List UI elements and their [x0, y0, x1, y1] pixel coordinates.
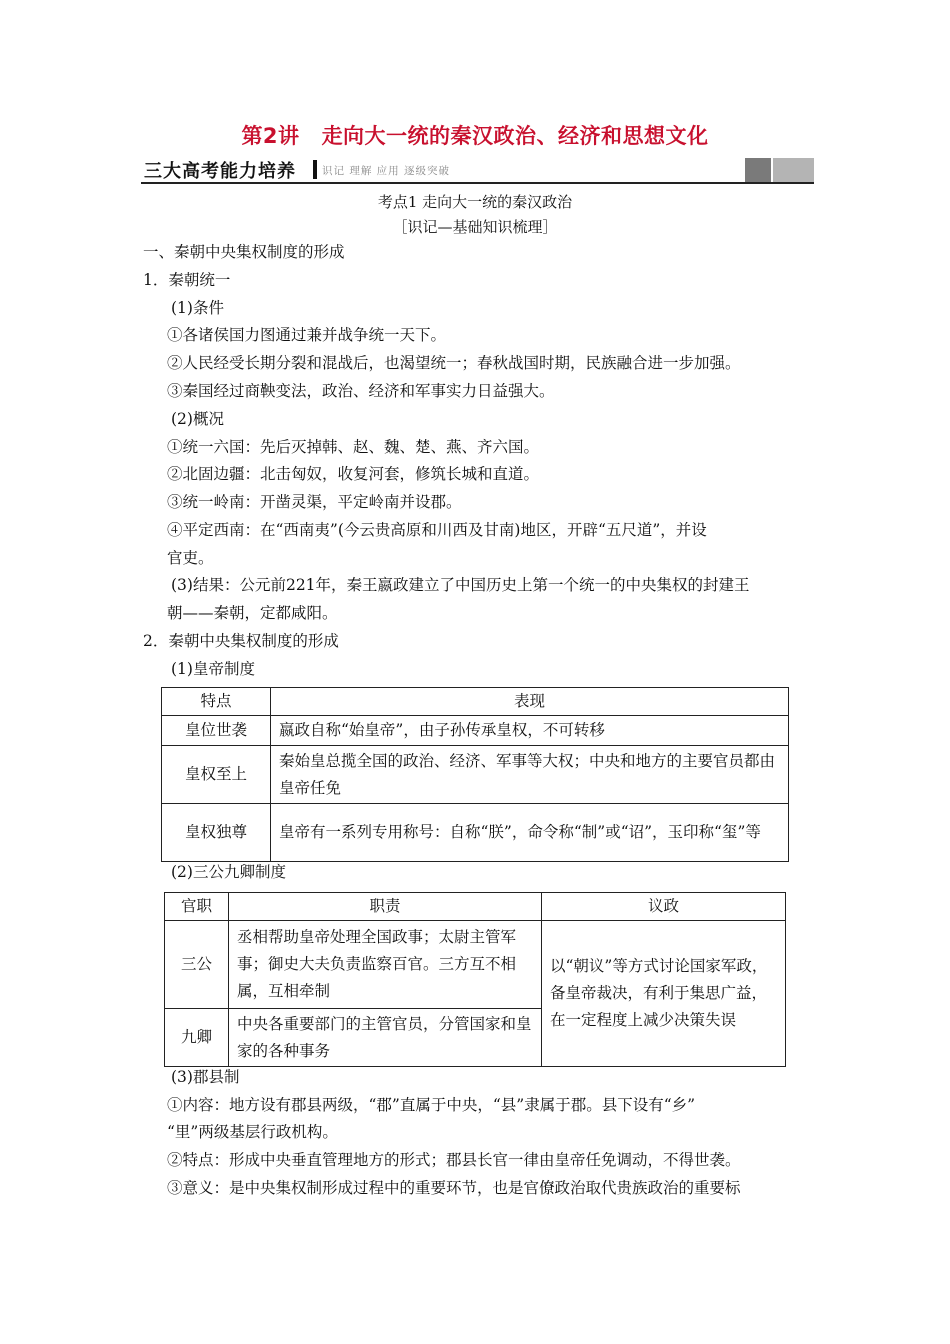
banner-title: 三大高考能力培养 — [144, 161, 296, 182]
banner-block-dark — [745, 158, 771, 182]
table-cell: 嬴政自称“始皇帝”，由子孙传承皇权，不可转移 — [271, 716, 789, 746]
sub-heading-emperor: (1)皇帝制度 — [171, 660, 255, 678]
table-row — [162, 716, 789, 746]
emperor-system-table — [161, 687, 789, 862]
paragraph: ③秦国经过商鞅变法，政治、经济和军事实力日益强大。 — [167, 382, 555, 400]
kaodian-heading: 考点1 走向大一统的秦汉政治 — [377, 193, 573, 211]
paragraph: (3)结果：公元前221年，秦王嬴政建立了中国历史上第一个统一的中央集权的封建王 — [171, 576, 750, 594]
item-heading: 2．秦朝中央集权制度的形成 — [143, 632, 339, 650]
banner-subtitle: 识记 理解 应用 逐级突破 — [322, 165, 451, 177]
lesson-number: 第2讲 — [241, 124, 300, 148]
sub-heading-prefecture: (3)郡县制 — [171, 1068, 240, 1086]
table-cell: 皇帝有一系列专用称号：自称“朕”，命令称“制”或“诏”，玉印称“玺”等 — [271, 804, 789, 862]
banner-block-light — [773, 158, 814, 182]
paragraph: ②人民经受长期分裂和混战后，也渴望统一；春秋战国时期，民族融合进一步加强。 — [167, 354, 741, 372]
table-cell: 秦始皇总揽全国的政治、经济、军事等大权；中央和地方的主要官员都由皇帝任免 — [271, 746, 789, 804]
paragraph: ①统一六国：先后灭掉韩、赵、魏、楚、燕、齐六国。 — [167, 438, 540, 456]
paragraph: ④平定西南：在“西南夷”(今云贵高原和川西及甘南)地区，开辟“五尺道”，并设 — [167, 521, 707, 539]
paragraph: ①内容：地方设有郡县两级，“郡”直属于中央，“县”隶属于郡。县下设有“乡” — [167, 1096, 696, 1114]
table-row — [162, 746, 789, 804]
paragraph: ③统一岭南：开凿灵渠，平定岭南并设郡。 — [167, 493, 462, 511]
table-cell: 九卿 — [165, 1009, 229, 1067]
banner-divider — [313, 160, 317, 179]
table-header: 特点 — [162, 688, 271, 716]
table-header: 议政 — [542, 893, 786, 921]
table-cell: 皇位世袭 — [162, 716, 271, 746]
section-heading: 一、秦朝中央集权制度的形成 — [143, 243, 345, 261]
table-row — [162, 804, 789, 862]
paragraph: ①各诸侯国力图通过兼并战争统一天下。 — [167, 326, 447, 344]
table-row — [165, 921, 786, 1009]
table-cell: 以“朝议”等方式讨论国家军政，备皇帝裁决，有利于集思广益，在一定程度上减少决策失误 — [542, 921, 786, 1067]
table-header-row — [162, 688, 789, 716]
sub-heading-overview: (2)概况 — [171, 410, 224, 428]
paragraph: 官吏。 — [167, 549, 214, 567]
table-header: 职责 — [229, 893, 542, 921]
paragraph: ③意义：是中央集权制形成过程中的重要环节，也是官僚政治取代贵族政治的重要标 — [167, 1179, 741, 1197]
section-banner — [141, 155, 814, 184]
sub-heading-conditions: (1)条件 — [171, 299, 224, 317]
paragraph: ②北固边疆：北击匈奴，收复河套，修筑长城和直道。 — [167, 465, 540, 483]
table-header: 官职 — [165, 893, 229, 921]
table-header-row — [165, 893, 786, 921]
table-header: 表现 — [271, 688, 789, 716]
table-cell: 皇权独尊 — [162, 804, 271, 862]
paragraph: ②特点：形成中央垂直管理地方的形式；郡县长官一律由皇帝任免调动，不得世袭。 — [167, 1151, 741, 1169]
table-cell: 中央各重要部门的主管官员，分管国家和皇家的各种事务 — [229, 1009, 542, 1067]
page-title — [0, 120, 950, 150]
lesson-topic: 走向大一统的秦汉政治、经济和思想文化 — [321, 124, 709, 148]
paragraph: “里”两级基层行政机构。 — [167, 1123, 338, 1141]
item-heading: 1．秦朝统一 — [143, 271, 231, 289]
paragraph: 朝——秦朝，定都咸阳。 — [167, 604, 338, 622]
table-cell: 三公 — [165, 921, 229, 1009]
sub-heading-officials: (2)三公九卿制度 — [171, 863, 286, 881]
table-cell: 丞相帮助皇帝处理全国政事；太尉主管军事；御史大夫负责监察百官。三方互不相属，互相牵制 — [229, 921, 542, 1009]
table-cell: 皇权至上 — [162, 746, 271, 804]
officials-table — [164, 892, 786, 1067]
sub-heading: ［识记—基础知识梳理］ — [392, 218, 558, 236]
